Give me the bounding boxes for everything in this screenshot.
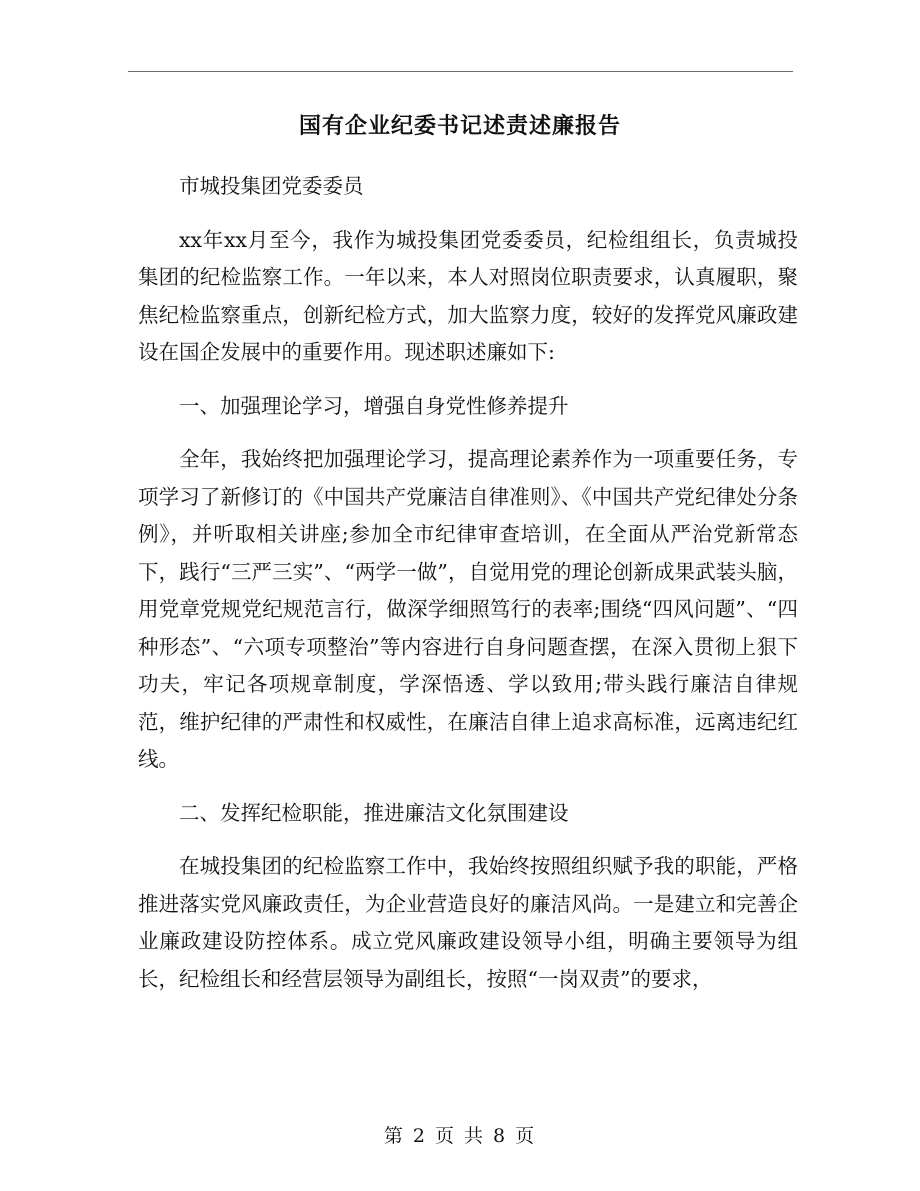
- paragraph-duty: 在城投集团的纪检监察工作中，我始终按照组织赋予我的职能，严格推进落实党风廉政责任，为企业营造良好的廉洁风尚。一是建立和完善企业廉政建设防控体系。成立党风廉政建设领导小组，明确主要领导为组长，纪检组长和经营层领导为副组长，按照“一岗双责”的要求，: [138, 854, 798, 991]
- document-body: [138, 168, 798, 998]
- section-heading-1: 一、加强理论学习，增强自身党性修养提升: [179, 393, 569, 418]
- document-title: 国有企业纪委书记述责述廉报告: [298, 113, 621, 139]
- page-number-footer: 第 2 页 共 8 页: [383, 1125, 537, 1147]
- author-line: 市城投集团党委委员: [179, 174, 364, 198]
- section-heading-2: 二、发挥纪检职能，推进廉洁文化氛围建设: [179, 800, 569, 825]
- paragraph-study: 全年，我始终把加强理论学习，提高理论素养作为一项重要任务，专项学习了新修订的《中国共产党廉洁自律准则》、《中国共产党纪律处分条例》，并听取相关讲座;参加全市纪律审查培训，在全面从严治党新常态下，践行“三严三实”、“两学一做”，自觉用党的理论创新成果武装头脑，用党章党规党纪规范言行，做深学细照笃行的表率;围绕“四风问题”、“四种形态”、“六项专项整治”等内容进行自身问题查摆，在深入贯彻上狠下功夫，牢记各项规章制度，学深悟透、学以致用;带头践行廉洁自律规范，维护纪律的严肃性和权威性，在廉洁自律上追求高标准，远离违纪红线。: [138, 447, 798, 771]
- header-rule: [128, 71, 793, 72]
- paragraph-intro: xx年xx月至今，我作为城投集团党委委员，纪检组组长，负责城投集团的纪检监察工作。一年以来，本人对照岗位职责要求，认真履职，聚焦纪检监察重点，创新纪检方式，加大监察力度，较好的发挥党风廉政建设在国企发展中的重要作用。现述职述廉如下:: [138, 227, 798, 364]
